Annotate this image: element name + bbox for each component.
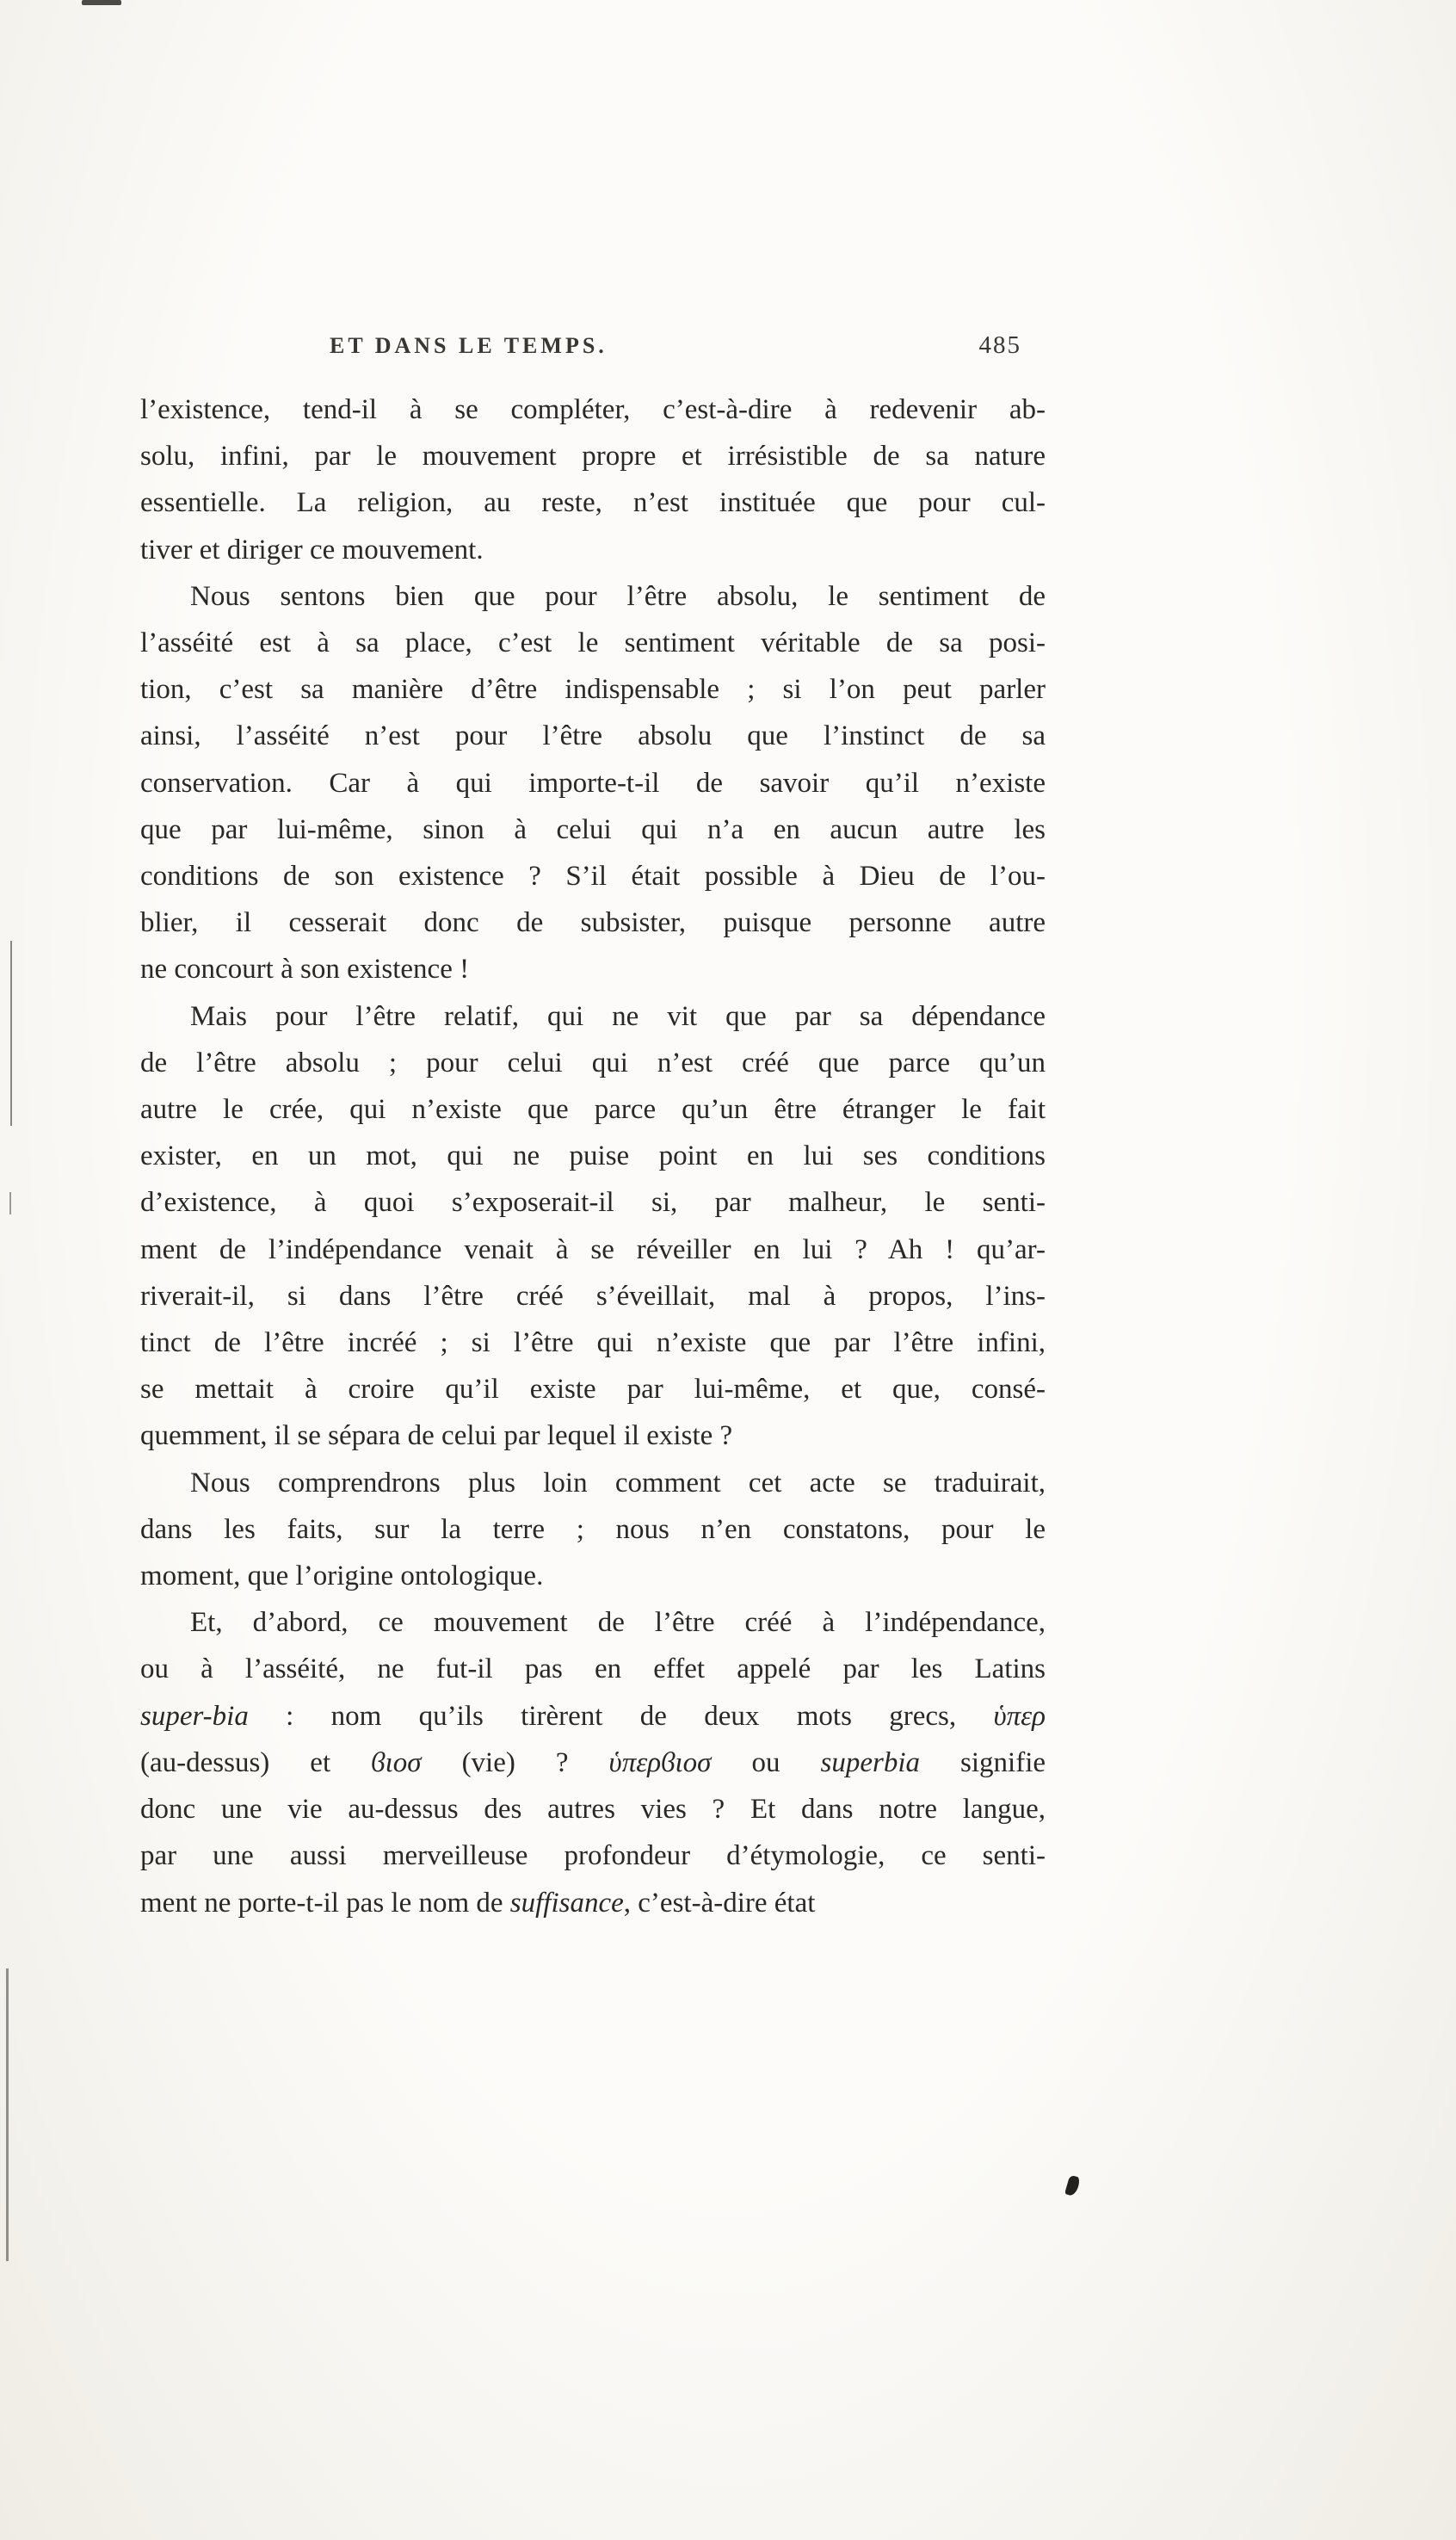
text-line: riverait-il, si dans l’être créé s’éveillait, mal à propos, l’ins- [140, 1280, 1046, 1312]
paragraph [140, 1599, 1046, 1925]
scan-artifact-left-line-lower [6, 1968, 9, 2261]
text-line: essentielle. La religion, au reste, n’est instituée que pour cul- [140, 487, 1046, 519]
text-line: tiver et diriger ce mouvement. [140, 534, 484, 565]
paragraph [140, 573, 1046, 993]
text-column [140, 332, 1046, 1926]
page-number: 485 [978, 331, 1021, 359]
text-line: ne concourt à son existence ! [140, 954, 470, 986]
scan-artifact-top-dash [82, 0, 121, 5]
text-line: (au-dessus) et ϐιοσ (vie) ? ὑπερϐιοσ ou superbia signifie [140, 1746, 1046, 1778]
running-header [140, 332, 1046, 359]
paragraph [140, 386, 1046, 573]
text-line: ou à l’asséité, ne fut-il pas en effet appelé par les Latins [140, 1653, 1046, 1685]
text-line: donc une vie au-dessus des autres vies ? Et dans notre langue, [140, 1794, 1046, 1826]
text-line: super-bia : nom qu’ils tirèrent de deux mots grecs, ὑπερ [140, 1700, 1046, 1732]
text-line: tinct de l’être incréé ; si l’être qui n’existe que par l’être infini, [140, 1327, 1046, 1359]
text-line: autre le crée, qui n’existe que parce qu’un être étranger le fait [140, 1094, 1046, 1126]
text-line: Mais pour l’être relatif, qui ne vit que par sa dépendance [190, 1000, 1046, 1032]
text-line: tion, c’est sa manière d’être indispensable ; si l’on peut parler [140, 674, 1046, 706]
text-line: Et, d’abord, ce mouvement de l’être créé à l’indépendance, [190, 1607, 1046, 1639]
text-line: exister, en un mot, qui ne puise point en lui ses conditions [140, 1140, 1046, 1172]
text-line: par une aussi merveilleuse profondeur d’étymologie, ce senti- [140, 1840, 1046, 1872]
text-line: d’existence, à quoi s’exposerait-il si, par malheur, le senti- [140, 1187, 1046, 1219]
text-line: ment ne porte-t-il pas le nom de suffisance, c’est-à-dire état [140, 1887, 816, 1919]
scan-artifact-left-line-upper [10, 941, 12, 1126]
text-line: l’existence, tend-il à se compléter, c’est-à-dire à redevenir ab- [140, 394, 1046, 425]
scan-artifact-left-tick [9, 1192, 11, 1214]
text-line: conditions de son existence ? S’il était possible à Dieu de l’ou- [140, 861, 1046, 893]
text-line: conservation. Car à qui importe-t-il de savoir qu’il n’existe [140, 767, 1046, 799]
paragraph [140, 1460, 1046, 1600]
text-block [140, 386, 1046, 1926]
text-line: quemment, il se sépara de celui par lequel il existe ? [140, 1420, 733, 1452]
text-line: que par lui-même, sinon à celui qui n’a en aucun autre les [140, 813, 1046, 845]
text-line: blier, il cesserait donc de subsister, puisque personne autre [140, 907, 1046, 939]
text-line: de l’être absolu ; pour celui qui n’est créé que parce qu’un [140, 1047, 1046, 1078]
scan-artifact-ink-speck [1064, 2175, 1081, 2197]
text-line: Nous comprendrons plus loin comment cet acte se traduirait, [190, 1467, 1046, 1499]
text-line: se mettait à croire qu’il existe par lui-même, et que, consé- [140, 1374, 1046, 1406]
text-line: moment, que l’origine ontologique. [140, 1560, 544, 1592]
text-line: l’asséité est à sa place, c’est le sentiment véritable de sa posi- [140, 627, 1046, 659]
text-line: Nous sentons bien que pour l’être absolu, le sentiment de [190, 580, 1046, 612]
text-line: ment de l’indépendance venait à se réveiller en lui ? Ah ! qu’ar- [140, 1233, 1046, 1265]
paragraph [140, 993, 1046, 1460]
text-line: dans les faits, sur la terre ; nous n’en constatons, pour le [140, 1513, 1046, 1545]
text-line: solu, infini, par le mouvement propre et irrésistible de sa nature [140, 441, 1046, 473]
running-title: ET DANS LE TEMPS. [330, 333, 608, 358]
text-line: ainsi, l’asséité n’est pour l’être absolu que l’instinct de sa [140, 720, 1046, 752]
